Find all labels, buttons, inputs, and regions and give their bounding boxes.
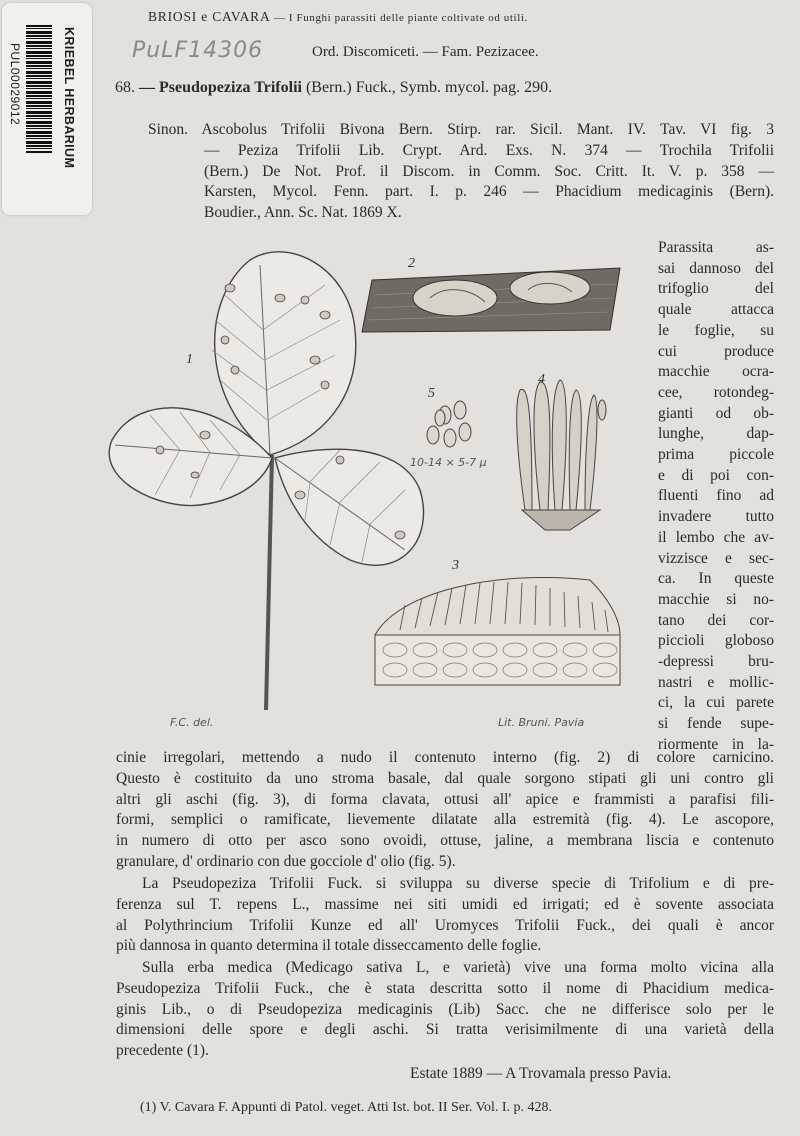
side-line: e di poi con- <box>658 466 774 484</box>
side-line: piccioli globoso <box>658 632 774 650</box>
body-line: formi, semplici o ramificate, lievemente dilatate alla estremità (fig. 4). Le ascopore, <box>116 811 774 829</box>
side-line: nastri e mollic- <box>658 673 774 691</box>
herbarium-name: KRIEBEL HERBARIUM <box>62 27 76 169</box>
order-line: Ord. Discomiceti. — Fam. Pezizacee. <box>312 44 539 60</box>
figure-number-3: 3 <box>452 558 459 573</box>
synonym-line: Karsten, Mycol. Fenn. part. I. p. 246 — Phacidium medicaginis (Bern). <box>204 183 774 201</box>
side-line: -depressi bru- <box>658 653 774 671</box>
synonym-line: (Bern.) De Not. Prof. il Discom. in Comm. Soc. Critt. It. V. p. 358 — <box>204 162 774 180</box>
page-header <box>148 9 528 25</box>
header-series: — I Funghi parassiti delle piante coltivate od utili. <box>273 12 528 24</box>
collection-locality: Estate 1889 — A Trovamala presso Pavia. <box>410 1065 672 1082</box>
figure-3-hymenium <box>375 577 620 685</box>
figure-number-2: 2 <box>408 256 415 271</box>
handwritten-accession: PuLF14306 <box>132 38 264 63</box>
side-line: fluenti fino ad <box>658 487 774 505</box>
barcode <box>26 25 52 153</box>
figure-4-asci <box>517 380 606 530</box>
side-line: cee, rotondeg- <box>658 383 774 401</box>
side-line: ca. In queste <box>658 570 774 588</box>
species-number: 68. <box>115 79 135 96</box>
species-heading <box>115 79 552 97</box>
side-line: quale attacca <box>658 301 774 319</box>
side-line: si fende supe- <box>658 715 774 733</box>
body-line: più dannosa in quanto determina il totale disseccamento delle foglie. <box>116 937 542 955</box>
body-paragraph-1 <box>116 748 774 873</box>
herbarium-label <box>2 3 92 215</box>
synonym-line: Sinon. Ascobolus Trifolii Bivona Bern. Stirp. rar. Sicil. Mant. IV. Tav. VI fig. 3 <box>148 121 774 138</box>
body-line: in numero di otto per asco sono ovoidi, ottuse, jaline, a membrana liscia e contenuto <box>116 832 774 850</box>
side-line: ci, la cui parete <box>658 694 774 712</box>
spore-size-label: 10-14 × 5-7 μ <box>410 456 487 469</box>
body-line: precedente (1). <box>116 1042 209 1060</box>
figure-number-5: 5 <box>428 386 435 401</box>
side-line: Parassita as- <box>658 239 774 256</box>
body-line: altri gli aschi (fig. 3), di forma clavata, ottusi all' apice e frammisti a parafisi fili- <box>116 790 774 808</box>
synonym-line: — Peziza Trifolii Lib. Crypt. Ard. Exs. N. 374 — Trochila Trifolii <box>204 141 774 159</box>
side-line: tano dei cor- <box>658 611 774 629</box>
figure-2-section <box>362 268 620 332</box>
figure-5-spores <box>427 401 471 447</box>
side-line: prima piccole <box>658 446 774 464</box>
side-line: trifoglio del <box>658 280 774 298</box>
body-paragraph-3 <box>116 958 774 1062</box>
side-line: il lembo che av- <box>658 528 774 546</box>
body-line: al Polythrincium Trifolii Kunze ed all' Uromyces Trifolii Fuck., dei quali è ancor <box>116 916 774 934</box>
side-line: sai dannoso del <box>658 259 774 277</box>
clover-leaflet-right <box>275 449 424 565</box>
side-line: gianti od ob- <box>658 404 774 422</box>
figure-number-4: 4 <box>538 372 545 387</box>
side-line: vizzisce e sec- <box>658 549 774 567</box>
botanical-illustration <box>100 240 660 740</box>
side-line: le foglie, su <box>658 321 774 339</box>
side-line: macchie ocra- <box>658 363 774 381</box>
barcode-id: PUL00029012 <box>8 43 22 126</box>
side-line: cui produce <box>658 342 774 360</box>
side-line: riormente in la- <box>658 735 774 753</box>
body-line: ferenza sul T. repens L., massime nei siti umidi ed irrigati; ed è sovente associata <box>116 895 774 913</box>
side-line: lunghe, dap- <box>658 425 774 443</box>
lithographer-credit: Lit. Bruni. Pavia <box>498 716 585 729</box>
body-line: cinie irregolari, mettendo a nudo il contenuto interno (fig. 2) di colore carnicino. <box>116 749 774 766</box>
synonym-line: Boudier., Ann. Sc. Nat. 1869 X. <box>204 204 402 222</box>
illustrator-credit: F.C. del. <box>170 716 214 729</box>
figure-number-1: 1 <box>186 352 193 367</box>
body-line: Pseudopeziza Trifolii Fuck., che è stata descritta sotto il nome di Phacidium medica- <box>116 979 774 997</box>
side-description <box>658 238 774 756</box>
side-line: macchie si no- <box>658 590 774 608</box>
body-line: ginis Lib., o di Pseudopeziza medicaginis (Lib) Sacc. che ne differisce solo per le <box>116 1000 774 1018</box>
species-name: — Pseudopeziza Trifolii <box>139 79 302 96</box>
body-line: Questo è costituito da uno stroma basale, dal quale sorgono stipati gli uni contro gli <box>116 769 774 787</box>
species-authority: (Bern.) Fuck., Symb. mycol. pag. 290. <box>305 79 553 96</box>
body-paragraph-2 <box>116 874 774 957</box>
clover-leaflet-top <box>212 252 356 455</box>
body-line: La Pseudopeziza Trifolii Fuck. si sviluppa su diverse specie di Trifolium e di pre- <box>142 875 774 892</box>
side-line: invadere tutto <box>658 508 774 526</box>
footnote: (1) V. Cavara F. Appunti di Patol. veget. Atti Ist. bot. II Ser. Vol. I. p. 428. <box>140 1100 553 1115</box>
body-line: granulare, d' ordinario con due gocciole d' olio (fig. 5). <box>116 852 456 870</box>
synonyms-block <box>148 120 774 224</box>
header-authors: BRIOSI e CAVARA <box>148 9 270 24</box>
body-line: dimensioni delle spore e degli aschi. Si tratta verisimilmente di una varietà della <box>116 1021 774 1039</box>
body-line: Sulla erba medica (Medicago sativa L, e varietà) vive una forma molto vicina alla <box>142 959 774 976</box>
